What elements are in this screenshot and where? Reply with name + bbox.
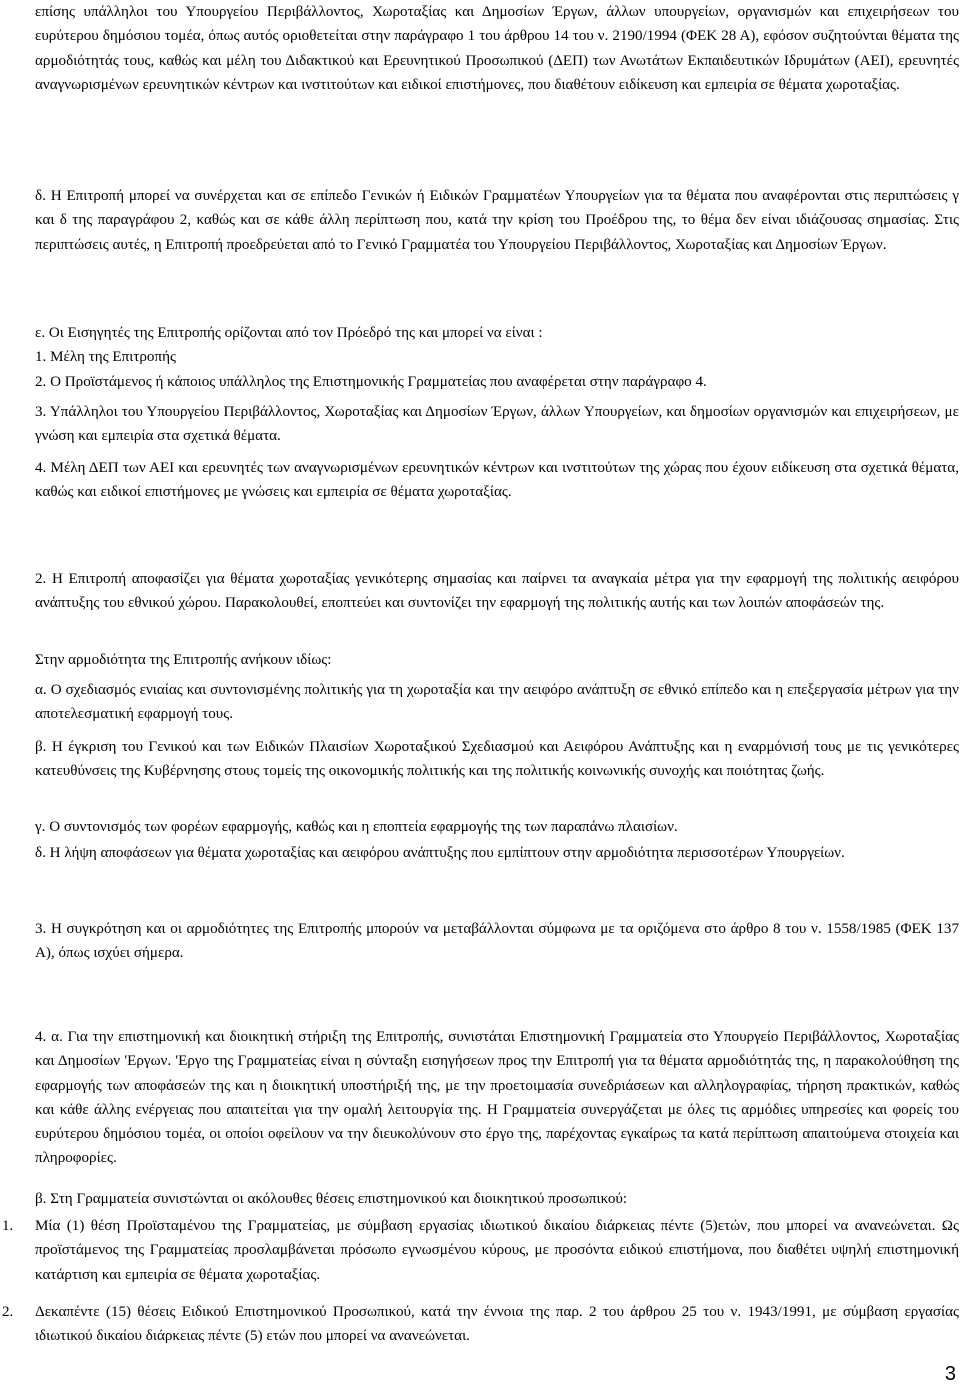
paragraph-4a: 4. α. Για την επιστημονική και διοικητική στήριξη της Επιτροπής, συνιστάται Επιστημονική Γραμματεία στο Υπουργείο Περιβάλλοντος, Χωροταξίας και Δημοσίων 'Εργων. 'Εργο της Γραμματείας είναι η σύνταξη εισηγήσεων προς την Επιτροπή για τα θέματα αρμοδιότητάς της, η παρακολούθηση της εφαρμογής των αποφάσεών της και η διοικητική υποστήριξή της, με την προετοιμασία συνεδριάσεων και αλληλογραφίας, τήρηση πρακτικών, καθώς και κάθε άλλης ενέργειας που απαιτείται για την ομαλή λειτουργία της. Η Γραμματεία συνεργάζεται με όλες τις αρμόδιες υπηρεσίες και φορείς του ευρύτερου δημόσιου τομέα, οι οποίοι οφείλουν να την διευκολύνουν στο έργο της, παρέχοντας εγκαίρως τα κατά περίπτωση απαιτούμενα στοιχεία και πληροφορίες.	[35, 1029, 959, 1167]
paragraph-delta: δ. Η Επιτροπή μπορεί να συνέρχεται και σε επίπεδο Γενικών ή Ειδικών Γραμματέων Υπουργείων για τα θέματα που αναφέρονται στις περιπτώσεις γ και δ της παραγράφου 2, καθώς και σε κάθε άλλη περίπτωση που, κατά την κρίση του Προέδρου της, το θέμα δεν είναι ιδιάζουσας σημασίας. Στις περιπτώσεις αυτές, η Επιτροπή προεδρεύεται από το Γενικό Γραμματέα του Υπουργείου Περιβάλλοντος, Χωροταξίας και Δημοσίων Έργων.	[35, 188, 959, 253]
paragraph-2: 2. Η Επιτροπή αποφασίζει για θέματα χωροταξίας γενικότερης σημασίας και παίρνει τα αναγκαία μέτρα για την εφαρμογή της πολιτικής αειφόρου ανάπτυξης του εθνικού χώρου. Παρακολουθεί, εποπτεύει και συντονίζει την εφαρμογή της πολιτικής αυτής και των λοιπών αποφάσεών της.	[35, 571, 959, 612]
paragraph-2-intro: Στην αρμοδιότητα της Επιτροπής ανήκουν ιδίως:	[35, 652, 332, 668]
list-item-number: 2.	[2, 1304, 14, 1320]
rapporteur-item-3: 3. Υπάλληλοι του Υπουργείου Περιβάλλοντος, Χωροταξίας και Δημοσίων Έργων, άλλων Υπουργείων, και δημοσίων οργανισμών και επιχειρήσεων, με γνώση και εμπειρία στα σχετικά θέματα.	[35, 404, 959, 445]
paragraph-2-gamma: γ. Ο συντονισμός των φορέων εφαρμογής, καθώς και η εποπτεία εφαρμογής της των παραπάνω πλαισίων.	[35, 819, 678, 835]
paragraph-2-beta: β. Η έγκριση του Γενικού και των Ειδικών Πλαισίων Χωροταξικού Σχεδιασμού και Αειφόρου Ανάπτυξης και η εναρμόνισή τους με τις γενικότερες κατευθύνσεις της Κυβέρνησης στους τομείς της οικονομικής πολιτικής και της πολιτικής κοινωνικής συνοχής και ποιότητας ζωής.	[35, 739, 959, 780]
rapporteur-item-1: 1. Μέλη της Επιτροπής	[35, 349, 176, 365]
page-number: 3	[944, 1363, 956, 1385]
rapporteur-item-4: 4. Μέλη ΔΕΠ των ΑΕΙ και ερευνητές των αναγνωρισμένων ερευνητικών κέντρων και ινστιτούτων της χώρας που έχουν ειδίκευση στα σχετικά θέματα, καθώς και ειδικοί επιστήμονες με γνώσεις και εμπειρία σε θέματα χωροταξίας.	[35, 460, 959, 501]
list-item-number: 1.	[2, 1218, 14, 1234]
list-item-text: Δεκαπέντε (15) θέσεις Ειδικού Επιστημονικού Προσωπικού, κατά την έννοια της παρ. 2 του άρθρου 25 του ν. 1943/1991, με σύμβαση εργασίας ιδιωτικού δικαίου διάρκειας πέντε (5) ετών που μπορεί να ανανεώνεται.	[35, 1304, 959, 1345]
list-item-text: Μία (1) θέση Προϊσταμένου της Γραμματείας, με σύμβαση εργασίας ιδιωτικού δικαίου διάρκειας πέντε (5)ετών, που μπορεί να ανανεώνεται. Ως προϊστάμενος της Γραμματείας προσλαμβάνεται πρόσωπο εγνωσμένου κύρους, με προσόντα ειδικού επιστήμονα, που διαθέτει υψηλή επιστημονική κατάρτιση και εμπειρία σε θέματα χωροταξίας.	[35, 1218, 959, 1283]
paragraph-continuation: επίσης υπάλληλοι του Υπουργείου Περιβάλλοντος, Χωροταξίας και Δημοσίων Έργων, άλλων υπουργείων, οργανισμών και επιχειρήσεων του ευρύτερου δημόσιου τομέα, όπως αυτός οριοθετείται στην παράγραφο 1 του άρθρου 14 του ν. 2190/1994 (ΦΕΚ 28 Α), εφόσον συζητούνται θέματα της αρμοδιότητάς τους, καθώς και μέλη του Διδακτικού και Ερευνητικού Προσωπικού (ΔΕΠ) των Ανωτάτων Εκπαιδευτικών Ιδρυμάτων (ΑΕΙ), ερευνητές αναγνωρισμένων ερευνητικών κέντρων και ινστιτούτων και ειδικοί επιστήμονες, που διαθέτουν ειδίκευση και εμπειρία σε θέματα χωροταξίας.	[35, 4, 959, 93]
paragraph-epsilon: ε. Οι Εισηγητές της Επιτροπής ορίζονται από τον Πρόεδρό της και μπορεί να είναι :	[35, 325, 543, 341]
paragraph-3: 3. Η συγκρότηση και οι αρμοδιότητες της Επιτροπής μπορούν να μεταβάλλονται σύμφωνα με τα οριζόμενα στο άρθρο 8 του ν. 1558/1985 (ΦΕΚ 137 Α), όπως ισχύει σήμερα.	[35, 921, 959, 962]
rapporteur-item-2: 2. Ο Προϊστάμενος ή κάποιος υπάλληλος της Επιστημονικής Γραμματείας που αναφέρεται στην παράγραφο 4.	[35, 374, 707, 390]
paragraph-2-alpha: α. Ο σχεδιασμός ενιαίας και συντονισμένης πολιτικής για τη χωροταξία και την αειφόρο ανάπτυξη σε εθνικό επίπεδο και η επεξεργασία μέτρων για την αποτελεσματική εφαρμογή τους.	[35, 682, 959, 723]
paragraph-4b: β. Στη Γραμματεία συνιστώνται οι ακόλουθες θέσεις επιστημονικού και διοικητικού προσωπικού:	[35, 1191, 628, 1207]
paragraph-2-delta: δ. Η λήψη αποφάσεων για θέματα χωροταξίας και αειφόρου ανάπτυξης που εμπίπτουν στην αρμοδιότητα περισσοτέρων Υπουργείων.	[35, 845, 845, 861]
